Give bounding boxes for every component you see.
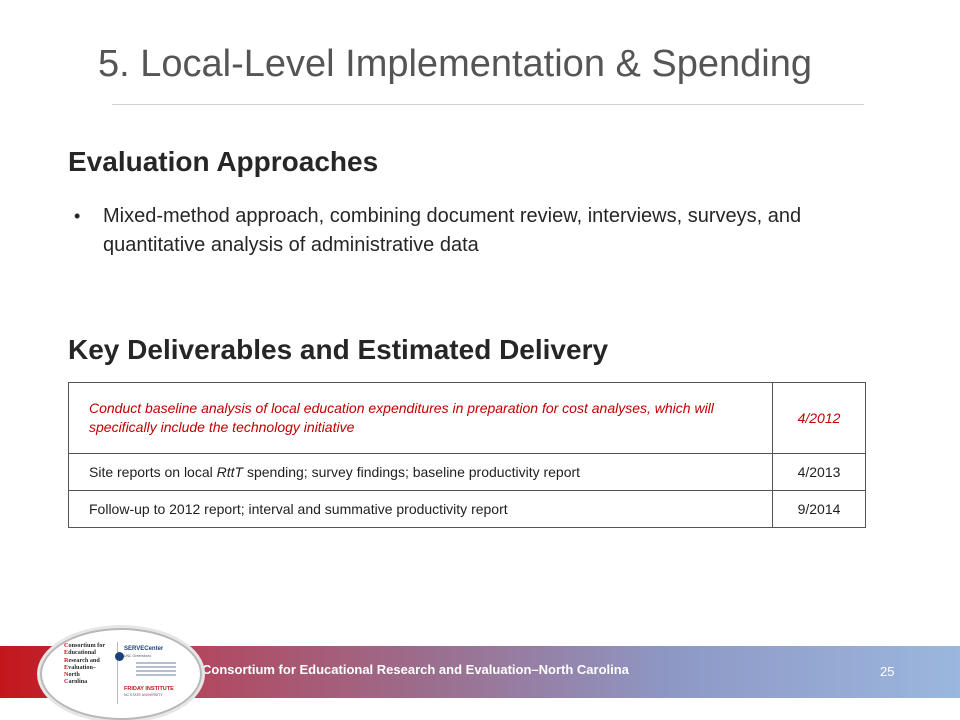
delivery-date: 4/2012 xyxy=(773,383,866,454)
logo-initial: C xyxy=(64,678,69,686)
deliverables-table xyxy=(68,382,866,528)
section-heading-deliverables: Key Deliverables and Estimated Delivery xyxy=(68,334,609,365)
deliverable-description: Follow-up to 2012 report; interval and summative productivity report xyxy=(69,491,773,528)
logo-rest: esearch and xyxy=(68,656,100,664)
logo-partner-lines xyxy=(136,662,176,678)
logo-line xyxy=(64,642,116,649)
logo-rest: orth xyxy=(68,671,80,679)
consortium-logo-text xyxy=(64,642,116,686)
logo-line xyxy=(64,678,116,685)
evaluation-bullet-list xyxy=(74,202,904,260)
logo-rest: onsortium for xyxy=(68,642,106,649)
friday-institute-subtitle: NC STATE UNIVERSITY xyxy=(124,693,163,697)
logo-rest: valuation– xyxy=(68,663,96,671)
logo-rest: ducational xyxy=(68,649,96,657)
page-number: 25 xyxy=(880,664,895,679)
description-italic-part: RttT xyxy=(216,464,244,480)
title-divider xyxy=(112,104,864,105)
delivery-date: 9/2014 xyxy=(773,491,866,528)
description-part: Site reports on local xyxy=(89,464,217,480)
logo-initial: N xyxy=(64,671,69,679)
deliverable-description: Conduct baseline analysis of local education expenditures in preparation for cost analyses, which will specifically include the technology initiative xyxy=(69,383,773,454)
delivery-date: 4/2013 xyxy=(773,454,866,491)
section-heading-evaluation: Evaluation Approaches xyxy=(68,146,379,177)
logo-line xyxy=(64,649,116,656)
bullet-item xyxy=(74,202,904,260)
slide-title: 5. Local-Level Implementation & Spending xyxy=(98,43,813,85)
logo-line xyxy=(64,657,116,664)
table-row xyxy=(69,491,866,528)
footer-text: Consortium for Educational Research and Evaluation–North Carolina xyxy=(202,662,629,677)
description-part: spending; survey findings; baseline productivity report xyxy=(243,464,581,480)
bullet-dot-icon: • xyxy=(74,206,81,226)
logo-initial: R xyxy=(64,656,69,664)
table-row xyxy=(69,383,866,454)
logo-rest: arolina xyxy=(68,678,88,686)
logo-line xyxy=(64,664,116,671)
bullet-text: Mixed-method approach, combining document review, interviews, surveys, and quantitative analysis of administrative data xyxy=(103,205,802,256)
logo-line xyxy=(64,671,116,678)
serve-center-name: SERVECenter xyxy=(124,646,164,652)
table-row xyxy=(69,454,866,491)
serve-center-emblem-icon xyxy=(115,652,124,661)
friday-institute-name: FRIDAY INSTITUTE xyxy=(124,686,174,692)
cere-nc-logo xyxy=(40,628,202,720)
serve-center-subtitle: UNC Greensboro xyxy=(124,654,152,658)
deliverable-description xyxy=(69,454,773,491)
logo-initial: E xyxy=(64,663,69,671)
logo-initial: C xyxy=(64,642,69,649)
logo-initial: E xyxy=(64,649,69,657)
